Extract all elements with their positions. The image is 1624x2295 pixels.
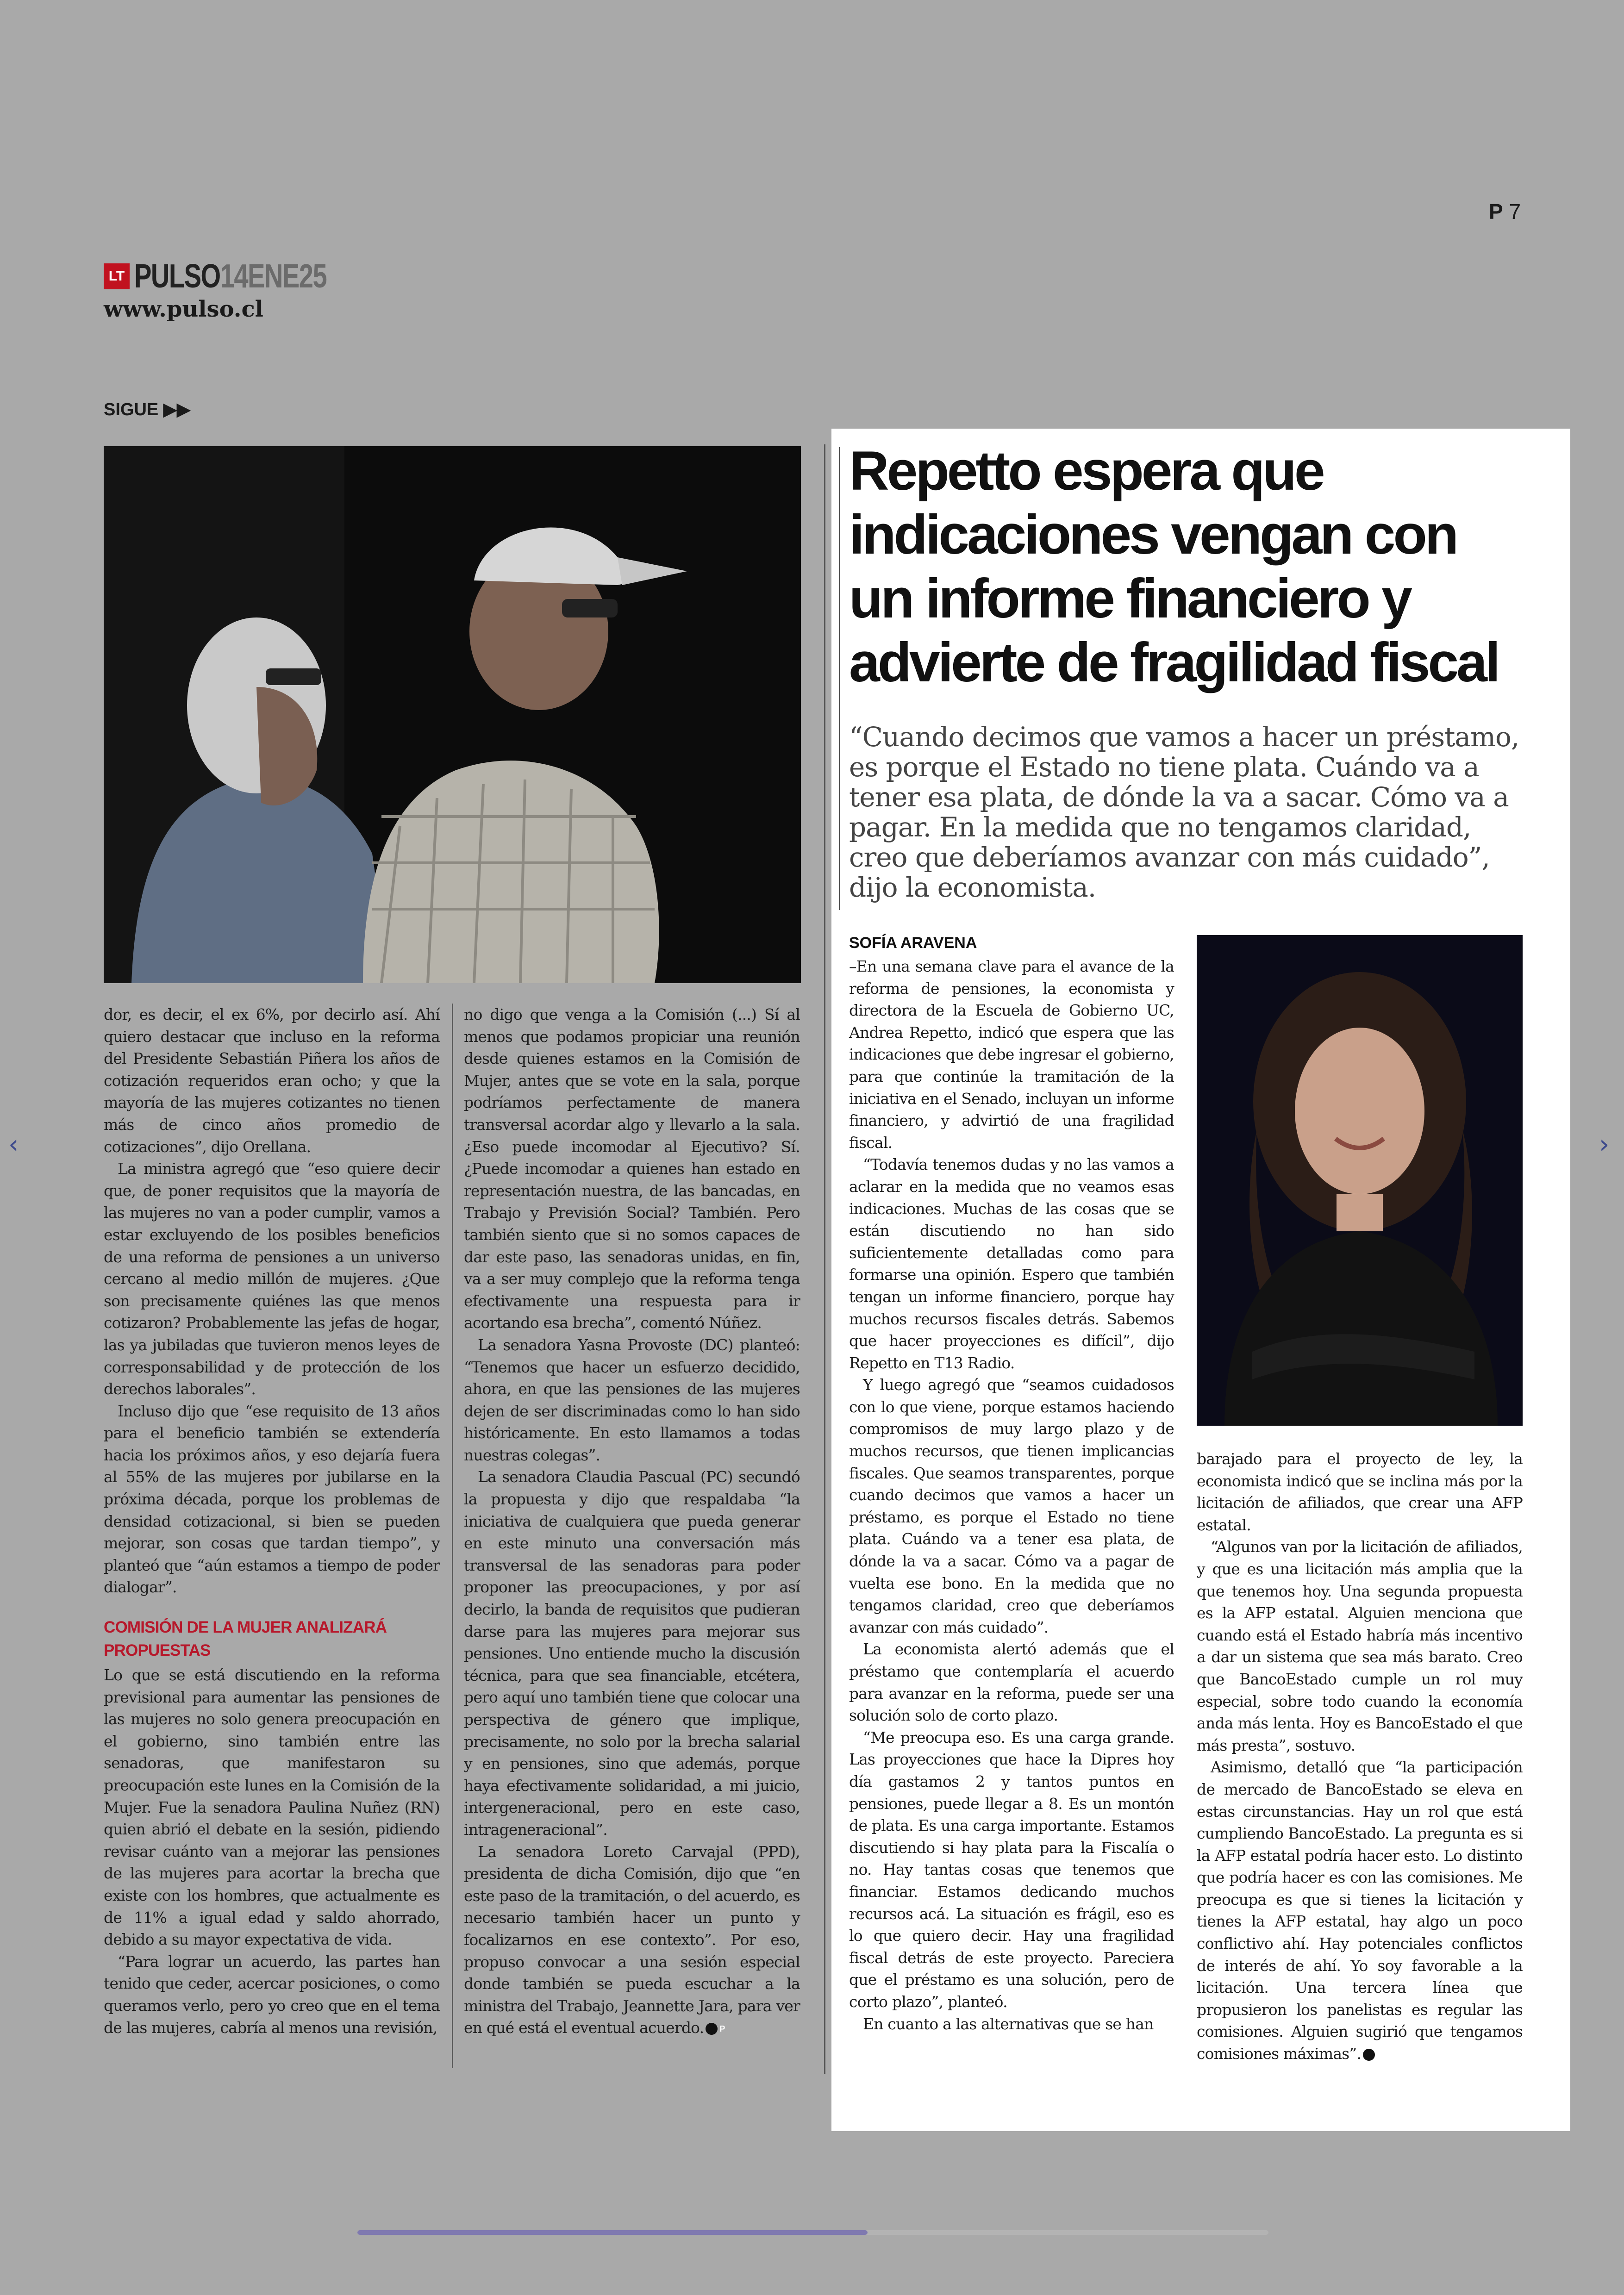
left-story-col-1 xyxy=(104,1004,440,2039)
right-article-col-2 xyxy=(1197,1448,1523,2065)
paragraph: “Para lograr un acuerdo, las partes han tenido que ceder, acercar posiciones, o como queramos verlo, pero yo creo que en el tema de las mujeres, cabría al menos una revisión, xyxy=(104,1952,440,2037)
paragraph: La ministra agregó que “eso quiere decir que, de poner requisitos que la mayoría de las mujeres no van a poder cumplir, vamos a estar excluyendo de los posibles beneficios de una reforma de pensiones a un universo cercano al medio millón de mujeres. ¿Que son precisamente quiénes las que menos cotizaron? Probablemente las jefas de hogar, las ya jubiladas que tuvieron menos leyes de corresponsabilidad y de protección de los derechos laborales”. xyxy=(104,1160,440,1398)
right-article-col-1 xyxy=(849,955,1174,2035)
paragraph: no digo que venga a la Comisión (...) Sí al menos que podamos propiciar una reunión desde quienes estamos en la Comisión de Mujer, antes que se vote en la sala, porque podríamos perfectamente de manera transversal acordar algo y llevarlo a la sala. ¿Eso puede incomodar al Ejecutivo? Sí. ¿Puede incomodar a quienes han estado en representación nuestra, de las bancadas, en Trabajo y Previsión Social? También. Pero también siento que si no somos capaces de dar este paso, las senadoras unidas, en fin, va a ser muy complejo que la reforma tenga efectivamente una respuesta para ir acortando esa brecha”, comentó Núñez. xyxy=(464,1005,800,1332)
section-subheading: COMISIÓN DE LA MUJER ANALIZARÁ PROPUESTAS xyxy=(104,1618,387,1660)
end-mark-icon: P xyxy=(706,2023,718,2035)
paragraph: Asimismo, detalló que “la participación de mercado de BancoEstado se eleva en estas circunstancias. Hay un rol que está cumpliendo BancoEstado. La pregunta es si la AFP estatal podría hacer esto. Lo distinto que podría hacer es con las comisiones. Me preocupa es que si tienes la licitación y tienes la AFP estatal, hay algo un poco conflictivo ahí. Hay potenciales conflictos de interés de ahí. Yo soy favorable a la licitación. Una tercera línea que propusieron los panelistas es regular las comisiones. Alguien sugirió que tengamos comisiones máximas”. P xyxy=(1197,1758,1523,2063)
reading-progress-fill xyxy=(357,2230,868,2235)
paragraph: La economista alertó además que el préstamo que contemplaría el acuerdo para avanzar en la reforma, puede ser una solución solo de corto plazo. xyxy=(849,1640,1174,1725)
section-marker: SIGUE ▶▶ xyxy=(104,400,191,419)
end-mark-icon: P xyxy=(1363,2049,1375,2061)
paragraph: –En una semana clave para el avance de la reforma de pensiones, la economista y directora de la Escuela de Gobierno UC, Andrea Repetto, indicó que espera que las indicaciones que debe ingresar el gobierno, para que continúe la tramitación de la iniciativa en el Senado, incluyan un informe financiero, y advirtió de una fragilidad fiscal. xyxy=(849,957,1174,1152)
column-rule xyxy=(452,1004,453,2068)
paragraph: “Algunos van por la licitación de afiliados, y que es una licitación más amplia que la que tenemos hoy. Una segunda propuesta es la AFP estatal. Alguien menciona que cuando está el Estado habría más incentivo a dar un sistema que sea más barato. Creo que BancoEstado cumple un rol muy especial, sobre todo cuando la economía anda más lenta. Hoy es BancoEstado el que más presta”, sostuvo. xyxy=(1197,1538,1523,1754)
issue-date: 14ENE25 xyxy=(220,258,327,295)
page-number: P 7 xyxy=(1489,200,1521,224)
pulso-brand: PULSO14ENE25 xyxy=(134,258,327,295)
next-page-icon[interactable]: › xyxy=(1599,1129,1610,1160)
paragraph: barajado para el proyecto de ley, la economista indicó que se inclina más por la licitación de afiliados, que crear una AFP estatal. xyxy=(1197,1450,1523,1534)
lt-logo: LT xyxy=(104,263,130,289)
paragraph: Lo que se está discutiendo en la reforma previsional para aumentar las pensiones de las mujeres no solo genera preocupación en el gobierno, sino también entre las senadoras, que manifestaron su preocupación este lunes en la Comisión de la Mujer. Fue la senadora Paulina Nuñez (RN) quien abrió el debate en la sesión, pidiendo revisar cuánto van a mejorar las pensiones de las mujeres para acortar la brecha que existe con los hombres, que actualmente es de 11% a igual edad y saldo ahorrado, debido a su mayor expectativa de vida. xyxy=(104,1666,440,1949)
website-url: www.pulso.cl xyxy=(104,296,263,322)
repetto-portrait xyxy=(1197,935,1523,1426)
column-rule xyxy=(824,444,825,2074)
paragraph: Y luego agregó que “seamos cuidadosos con lo que viene, porque estamos haciendo compromisos de muy largo plazo y de muchos recursos, que tienen implicancias fiscales. Que seamos transparentes, porque cuando decimos que vamos a hacer un préstamo, es porque el Estado no tiene plata. Cuándo va a tener esa plata, de dónde la va a sacar. Cómo va a pagar de vuelta ese bono. En la medida que no tengamos claridad, creo que deberíamos avanzar con más cuidado”. xyxy=(849,1376,1174,1636)
paragraph: Incluso dijo que “ese requisito de 13 años para el beneficio también se extendería hacia los próximos años, y eso dejaría fuera al 55% de las mujeres por jubilarse en la próxima década, porque los problemas de densidad cotizacional, si bien se pueden mejorar, son cosas que tardan tiempo”, y planteó que “aún estamos a tiempo de poder dialogar”. xyxy=(104,1402,440,1597)
paragraph: dor, es decir, el ex 6%, por decirlo así. Ahí quiero destacar que incluso en la reforma del Presidente Sebastián Piñera los años de cotización requeridos eran ocho; y que la mayoría de las mujeres cotizantes no tienen más de cinco años promedio de cotizaciones”, dijo Orellana. xyxy=(104,1005,440,1156)
headline-rule xyxy=(839,447,840,910)
left-story-col-2 xyxy=(464,1004,800,2039)
paragraph: En cuanto a las alternativas que se han xyxy=(863,2014,1154,2033)
article-deck: “Cuando decimos que vamos a hacer un préstamo, es porque el Estado no tiene plata. Cuándo va a tener esa plata, de dónde la va a sacar. Cómo va a pagar. En la medida que no tengamos claridad, creo que deberíamos avanzar con más cuidado”, dijo la economista. xyxy=(849,721,1519,903)
paragraph: “Todavía tenemos dudas y no las vamos a aclarar en la medida que no veamos esas indicaciones. Muchas de las cosas que se están discutiendo no han sido suficientemente detalladas como para formarse una opinión. Espero que también tengan un informe financiero, porque hay muchos recursos fiscales detrás. Sabemos que hacer proyecciones es difícil”, dijo Repetto en T13 Radio. xyxy=(849,1155,1174,1372)
paragraph: La senadora Loreto Carvajal (PPD), presidenta de dicha Comisión, dijo que “en este paso de la tramitación, o del acuerdo, es necesario también hacer un punto y focalizarnos en ese contexto”. Por eso, propuso convocar a una sesión especial donde también se pueda escuchar a la ministra del Trabajo, Jeannette Jara, para ver en qué está el eventual acuerdo. P xyxy=(464,1842,800,2037)
article-headline: Repetto espera que indicaciones vengan con un informe financiero y advierte de fragilidad fiscal xyxy=(849,440,1499,693)
previous-page-icon[interactable]: ‹ xyxy=(8,1129,19,1160)
paragraph: La senadora Yasna Provoste (DC) planteó: “Tenemos que hacer un esfuerzo decidido, ahora, en que las pensiones de las mujeres dejen de ser discriminadas como lo han sido históricamente. En esto llamamos a todas nuestras colegas”. xyxy=(464,1335,800,1464)
paragraph: La senadora Claudia Pascual (PC) secundó la propuesta y dijo que respaldaba “la iniciativa de cualquiera que pueda generar en este minuto una conversación más transversal de las senadoras para poder proponer las preocupaciones, y por así decirlo, la banda de requisitos que pudieran darse para las mujeres para mejorar sus pensiones. Uno entiende mucho la discusión técnica, para que sea financiable, etcétera, pero aquí uno también tiene que colocar una perspectiva de género que implique, precisamente, no solo por la brecha salarial y en pensiones, sino que además, porque haya efectivamente solidaridad, a mi juicio, intergeneracional, pero en este caso, intrageneracional”. xyxy=(464,1468,800,1839)
masthead xyxy=(104,257,381,295)
byline: SOFÍA ARAVENA xyxy=(849,934,977,952)
paragraph: “Me preocupa eso. Es una carga grande. Las proyecciones que hace la Dipres hoy día gastamos 2 y tantos puntos en pensiones, puede llegar a 8. Es un montón de plata. Es una carga importante. Estamos discutiendo si hay plata para la Fiscalía o no. Hay tantas cosas que tenemos que financiar. Estamos dedicando muchos recursos acá. La situación es frágil, eso es lo que quiero decir. Hay una fragilidad fiscal detrás de este proyecto. Pareciera que el préstamo es una solución, pero de corto plazo”, planteó. xyxy=(849,1728,1174,2011)
couple-photo xyxy=(104,446,801,983)
